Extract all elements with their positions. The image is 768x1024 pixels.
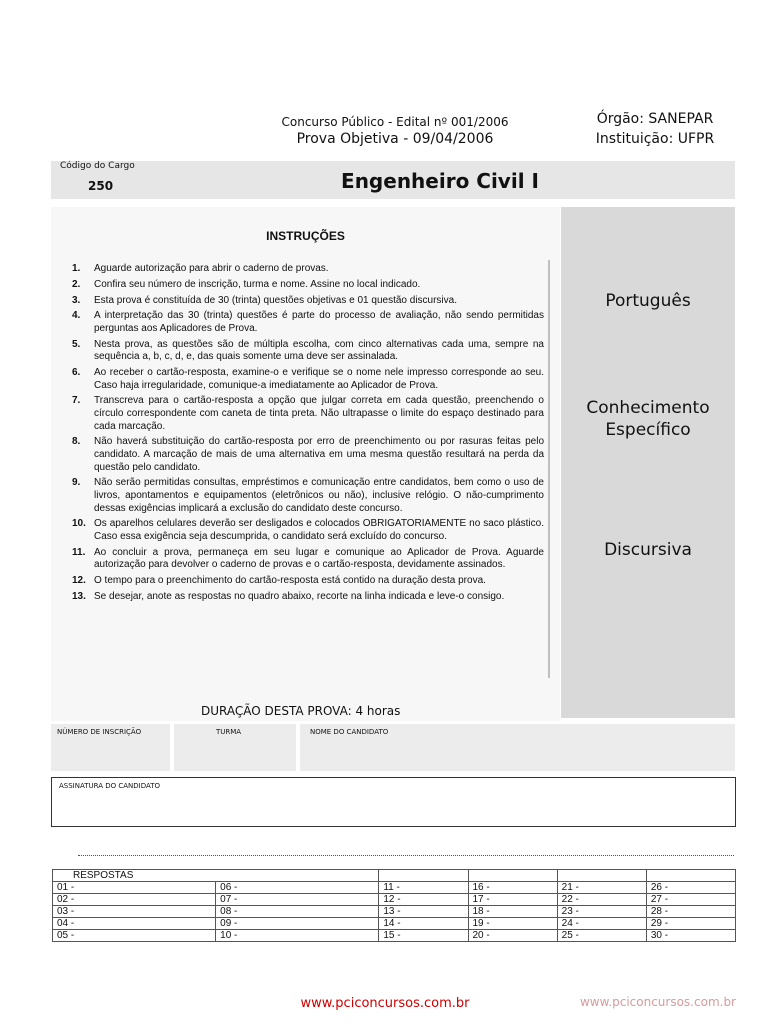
answer-cell[interactable]: 05 -: [53, 930, 216, 942]
answer-cell[interactable]: 25 -: [557, 930, 646, 942]
cargo-code-label: Código do Cargo: [60, 161, 135, 171]
instruction-number: 1.: [72, 263, 81, 274]
answer-cell[interactable]: 29 -: [646, 918, 735, 930]
table-cell: [468, 870, 557, 882]
subject-portugues: Português: [605, 291, 691, 311]
instruction-item: [72, 591, 544, 604]
table-cell: [379, 870, 468, 882]
answer-cell[interactable]: 01 -: [53, 882, 216, 894]
instruction-text: Aguarde autorização para abrir o caderno de provas.: [94, 263, 329, 274]
answer-cell[interactable]: 19 -: [468, 918, 557, 930]
instruction-number: 8.: [72, 436, 81, 448]
site-link[interactable]: www.pciconcursos.com.br: [300, 996, 470, 1011]
answer-cell[interactable]: 20 -: [468, 930, 557, 942]
answer-cell[interactable]: 27 -: [646, 894, 735, 906]
respostas-table: [52, 869, 736, 942]
instructions-list: [72, 263, 544, 607]
instruction-item: [72, 547, 544, 572]
instruction-item: [72, 575, 544, 588]
instruction-item: [72, 295, 544, 308]
instruction-number: 11.: [72, 546, 86, 558]
concurso-edital: Concurso Público - Edital nº 001/2006: [281, 115, 509, 129]
table-row: [53, 882, 736, 894]
answer-cell[interactable]: 22 -: [557, 894, 646, 906]
subjects-panel: [561, 207, 735, 718]
cargo-code: 250: [88, 179, 114, 193]
exam-duration: DURAÇÃO DESTA PROVA: 4 horas: [201, 704, 401, 718]
answer-cell[interactable]: 16 -: [468, 882, 557, 894]
instruction-item: [72, 395, 544, 433]
numero-inscricao-field[interactable]: [51, 724, 170, 771]
instruction-text: Se desejar, anote as respostas no quadro abaixo, recorte na linha indicada e leve-o consigo.: [94, 590, 505, 602]
instruction-number: 6.: [72, 367, 81, 379]
answer-cell[interactable]: 07 -: [216, 894, 379, 906]
numero-inscricao-label: NÚMERO DE INSCRIÇÃO: [57, 728, 142, 736]
subject-conhecimento-especifico: Conhecimento Específico: [586, 398, 710, 440]
instruction-text: Não serão permitidas consultas, empréstimos e comunicação entre candidatos, bem como o uso de livros, apontamentos e equipamentos (eletrônicos ou não), inclusive relógio. O não-cumprimento dessas exigências implicará a exclusão do candidato deste concurso.: [94, 477, 544, 514]
instruction-number: 13.: [72, 590, 86, 602]
instructions-divider: [548, 260, 550, 678]
prova-date: Prova Objetiva - 09/04/2006: [296, 131, 494, 147]
answer-cell[interactable]: 08 -: [216, 906, 379, 918]
subject-discursiva: Discursiva: [604, 540, 692, 560]
answer-cell[interactable]: 11 -: [379, 882, 468, 894]
answer-cell[interactable]: 24 -: [557, 918, 646, 930]
instruction-item: [72, 310, 544, 335]
instruction-item: [72, 518, 544, 543]
instruction-number: 7.: [72, 395, 81, 407]
instruction-text: Nesta prova, as questões são de múltipla escolha, com cinco alternativas cada uma, sempre na sequência a, b, c, d, e, das quais somente uma deve ser assinalada.: [94, 338, 544, 363]
instruction-item: [72, 477, 544, 515]
instruction-number: 9.: [72, 477, 81, 489]
respostas-title: RESPOSTAS: [53, 870, 379, 882]
instruction-item: [72, 367, 544, 392]
table-cell: [557, 870, 646, 882]
instruction-text: Transcreva para o cartão-resposta a opção que julgar correta em cada questão, preenchendo o círculo correspondente com caneta de tinta preta. Não ultrapasse o limite do espaço destinado para cada marcação.: [94, 395, 544, 432]
answer-cell[interactable]: 12 -: [379, 894, 468, 906]
answer-cell[interactable]: 18 -: [468, 906, 557, 918]
assinatura-label: ASSINATURA DO CANDIDATO: [59, 782, 161, 790]
instruction-item: [72, 279, 544, 292]
instruction-number: 5.: [72, 338, 81, 350]
instruction-text: O tempo para o preenchimento do cartão-resposta está contido na duração desta prova.: [94, 575, 486, 587]
answer-cell[interactable]: 28 -: [646, 906, 735, 918]
instruction-text: Confira seu número de inscrição, turma e nome. Assine no local indicado.: [94, 278, 421, 290]
answer-cell[interactable]: 23 -: [557, 906, 646, 918]
instruction-text: Os aparelhos celulares deverão ser desligados e colocados OBRIGATORIAMENTE no saco plástico. Caso essa exigência seja descumprida, o candidato será excluído do concurso.: [94, 518, 544, 542]
nome-candidato-field[interactable]: [300, 724, 735, 771]
table-row: [53, 918, 736, 930]
instruction-number: 10.: [72, 518, 86, 530]
assinatura-field[interactable]: [51, 777, 736, 827]
instructions-title: INSTRUÇÕES: [266, 229, 345, 243]
answer-cell[interactable]: 02 -: [53, 894, 216, 906]
site-watermark: www.pciconcursos.com.br: [579, 995, 736, 1009]
cargo-name: Engenheiro Civil I: [341, 169, 539, 193]
table-row: [53, 930, 736, 942]
instruction-text: Não haverá substituição do cartão-resposta por erro de preenchimento ou por rasuras feitas pelo candidato. A marcação de mais de uma alternativa em uma mesma questão resultará na perda da questão pelo candidato.: [94, 436, 544, 473]
cut-line: [78, 855, 734, 856]
answer-cell[interactable]: 04 -: [53, 918, 216, 930]
table-row: [53, 870, 736, 882]
instruction-item: [72, 436, 544, 474]
orgao: Órgão: SANEPAR: [596, 111, 714, 127]
table-row: [53, 894, 736, 906]
instruction-item: [72, 339, 544, 364]
instruction-text: Esta prova é constituída de 30 (trinta) questões objetivas e 01 questão discursiva.: [94, 294, 457, 306]
answer-cell[interactable]: 13 -: [379, 906, 468, 918]
answer-cell[interactable]: 09 -: [216, 918, 379, 930]
instituicao: Instituição: UFPR: [595, 131, 715, 147]
answer-cell[interactable]: 06 -: [216, 882, 379, 894]
instruction-text: A interpretação das 30 (trinta) questões é parte do processo de avaliação, não sendo permitidas perguntas aos Aplicadores de Prova.: [94, 310, 544, 334]
answer-cell[interactable]: 21 -: [557, 882, 646, 894]
nome-candidato-label: NOME DO CANDIDATO: [310, 728, 389, 736]
instruction-number: 12.: [72, 575, 86, 587]
instruction-number: 3.: [72, 294, 81, 306]
answer-cell[interactable]: 26 -: [646, 882, 735, 894]
table-row: [53, 906, 736, 918]
turma-label: TURMA: [216, 728, 242, 736]
answer-cell[interactable]: 17 -: [468, 894, 557, 906]
answer-cell[interactable]: 14 -: [379, 918, 468, 930]
table-cell: [646, 870, 735, 882]
answer-cell[interactable]: 30 -: [646, 930, 735, 942]
answer-cell[interactable]: 10 -: [216, 930, 379, 942]
instruction-number: 4.: [72, 310, 81, 322]
answer-cell[interactable]: 15 -: [379, 930, 468, 942]
instruction-text: Ao receber o cartão-resposta, examine-o e verifique se o nome nele impresso corresponde ao seu. Caso haja irregularidade, comunique-a imediatamente ao Aplicador de Prova.: [94, 367, 544, 391]
instruction-item: [72, 263, 544, 276]
answer-cell[interactable]: 03 -: [53, 906, 216, 918]
instruction-number: 2.: [72, 278, 81, 290]
instruction-text: Ao concluir a prova, permaneça em seu lugar e comunique ao Aplicador de Prova. Aguarde autorização para devolver o caderno de provas e o cartão-resposta, devidamente assinados.: [94, 546, 544, 571]
turma-field[interactable]: [174, 724, 296, 771]
